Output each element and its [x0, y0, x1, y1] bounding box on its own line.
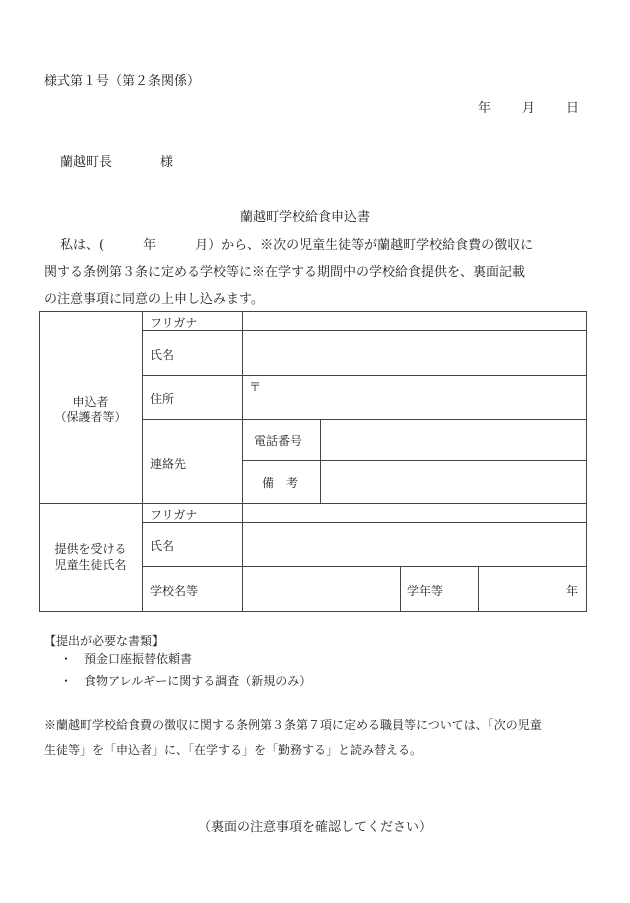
child-sublabel: 児童生徒氏名: [54, 558, 127, 572]
applicant-address-label: 住所: [150, 392, 175, 406]
applicant-label: 申込者: [72, 395, 109, 409]
honorific: 様: [160, 155, 174, 170]
grade-unit: 年: [566, 584, 579, 598]
date-month-label: 月: [522, 101, 536, 116]
document-item: ・ 食物アレルギーに関する調査（新規のみ）: [60, 674, 312, 688]
school-label: 学校名等: [150, 584, 199, 598]
applicant-sublabel: （保護者等）: [54, 410, 127, 424]
postal-mark: 〒: [249, 380, 262, 394]
intro-line-1: 私は、( 年 月）から、※次の児童生徒等が蘭越町学校給食費の徴収に: [60, 238, 534, 253]
documents-heading: 【提出が必要な書類】: [44, 634, 165, 648]
date-day-label: 日: [566, 101, 580, 116]
intro-line-2: 関する条例第３条に定める学校等に※在学する期間中の学校給食提供を、裏面記載: [44, 265, 526, 280]
form-number: 様式第１号（第２条関係）: [44, 74, 201, 89]
child-name-label: 氏名: [150, 539, 175, 553]
grade-label: 学年等: [407, 584, 444, 598]
footer-note: （裏面の注意事項を確認してください）: [198, 820, 433, 835]
note-line-1: ※蘭越町学校給食費の徴収に関する条例第３条第７項に定める職員等については、「次の児童: [44, 718, 542, 732]
date-year-label: 年: [478, 101, 492, 116]
remarks-label: 備 考: [262, 476, 299, 490]
document-item: ・ 預金口座振替依頼書: [60, 652, 193, 666]
intro-line-3: の注意事項に同意の上申し込みます。: [44, 292, 264, 307]
contact-label: 連絡先: [150, 457, 187, 471]
note-line-2: 生徒等」を「申込者」に、「在学する」を「勤務する」と読み替える。: [44, 743, 423, 757]
addressee: 蘭越町長: [60, 155, 113, 170]
child-furigana-label: フリガナ: [150, 508, 198, 522]
document-title: 蘭越町学校給食申込書: [240, 210, 371, 225]
phone-label: 電話番号: [254, 434, 303, 448]
applicant-name-label: 氏名: [150, 348, 175, 362]
applicant-furigana-label: フリガナ: [150, 316, 198, 330]
child-label: 提供を受ける: [54, 542, 127, 556]
